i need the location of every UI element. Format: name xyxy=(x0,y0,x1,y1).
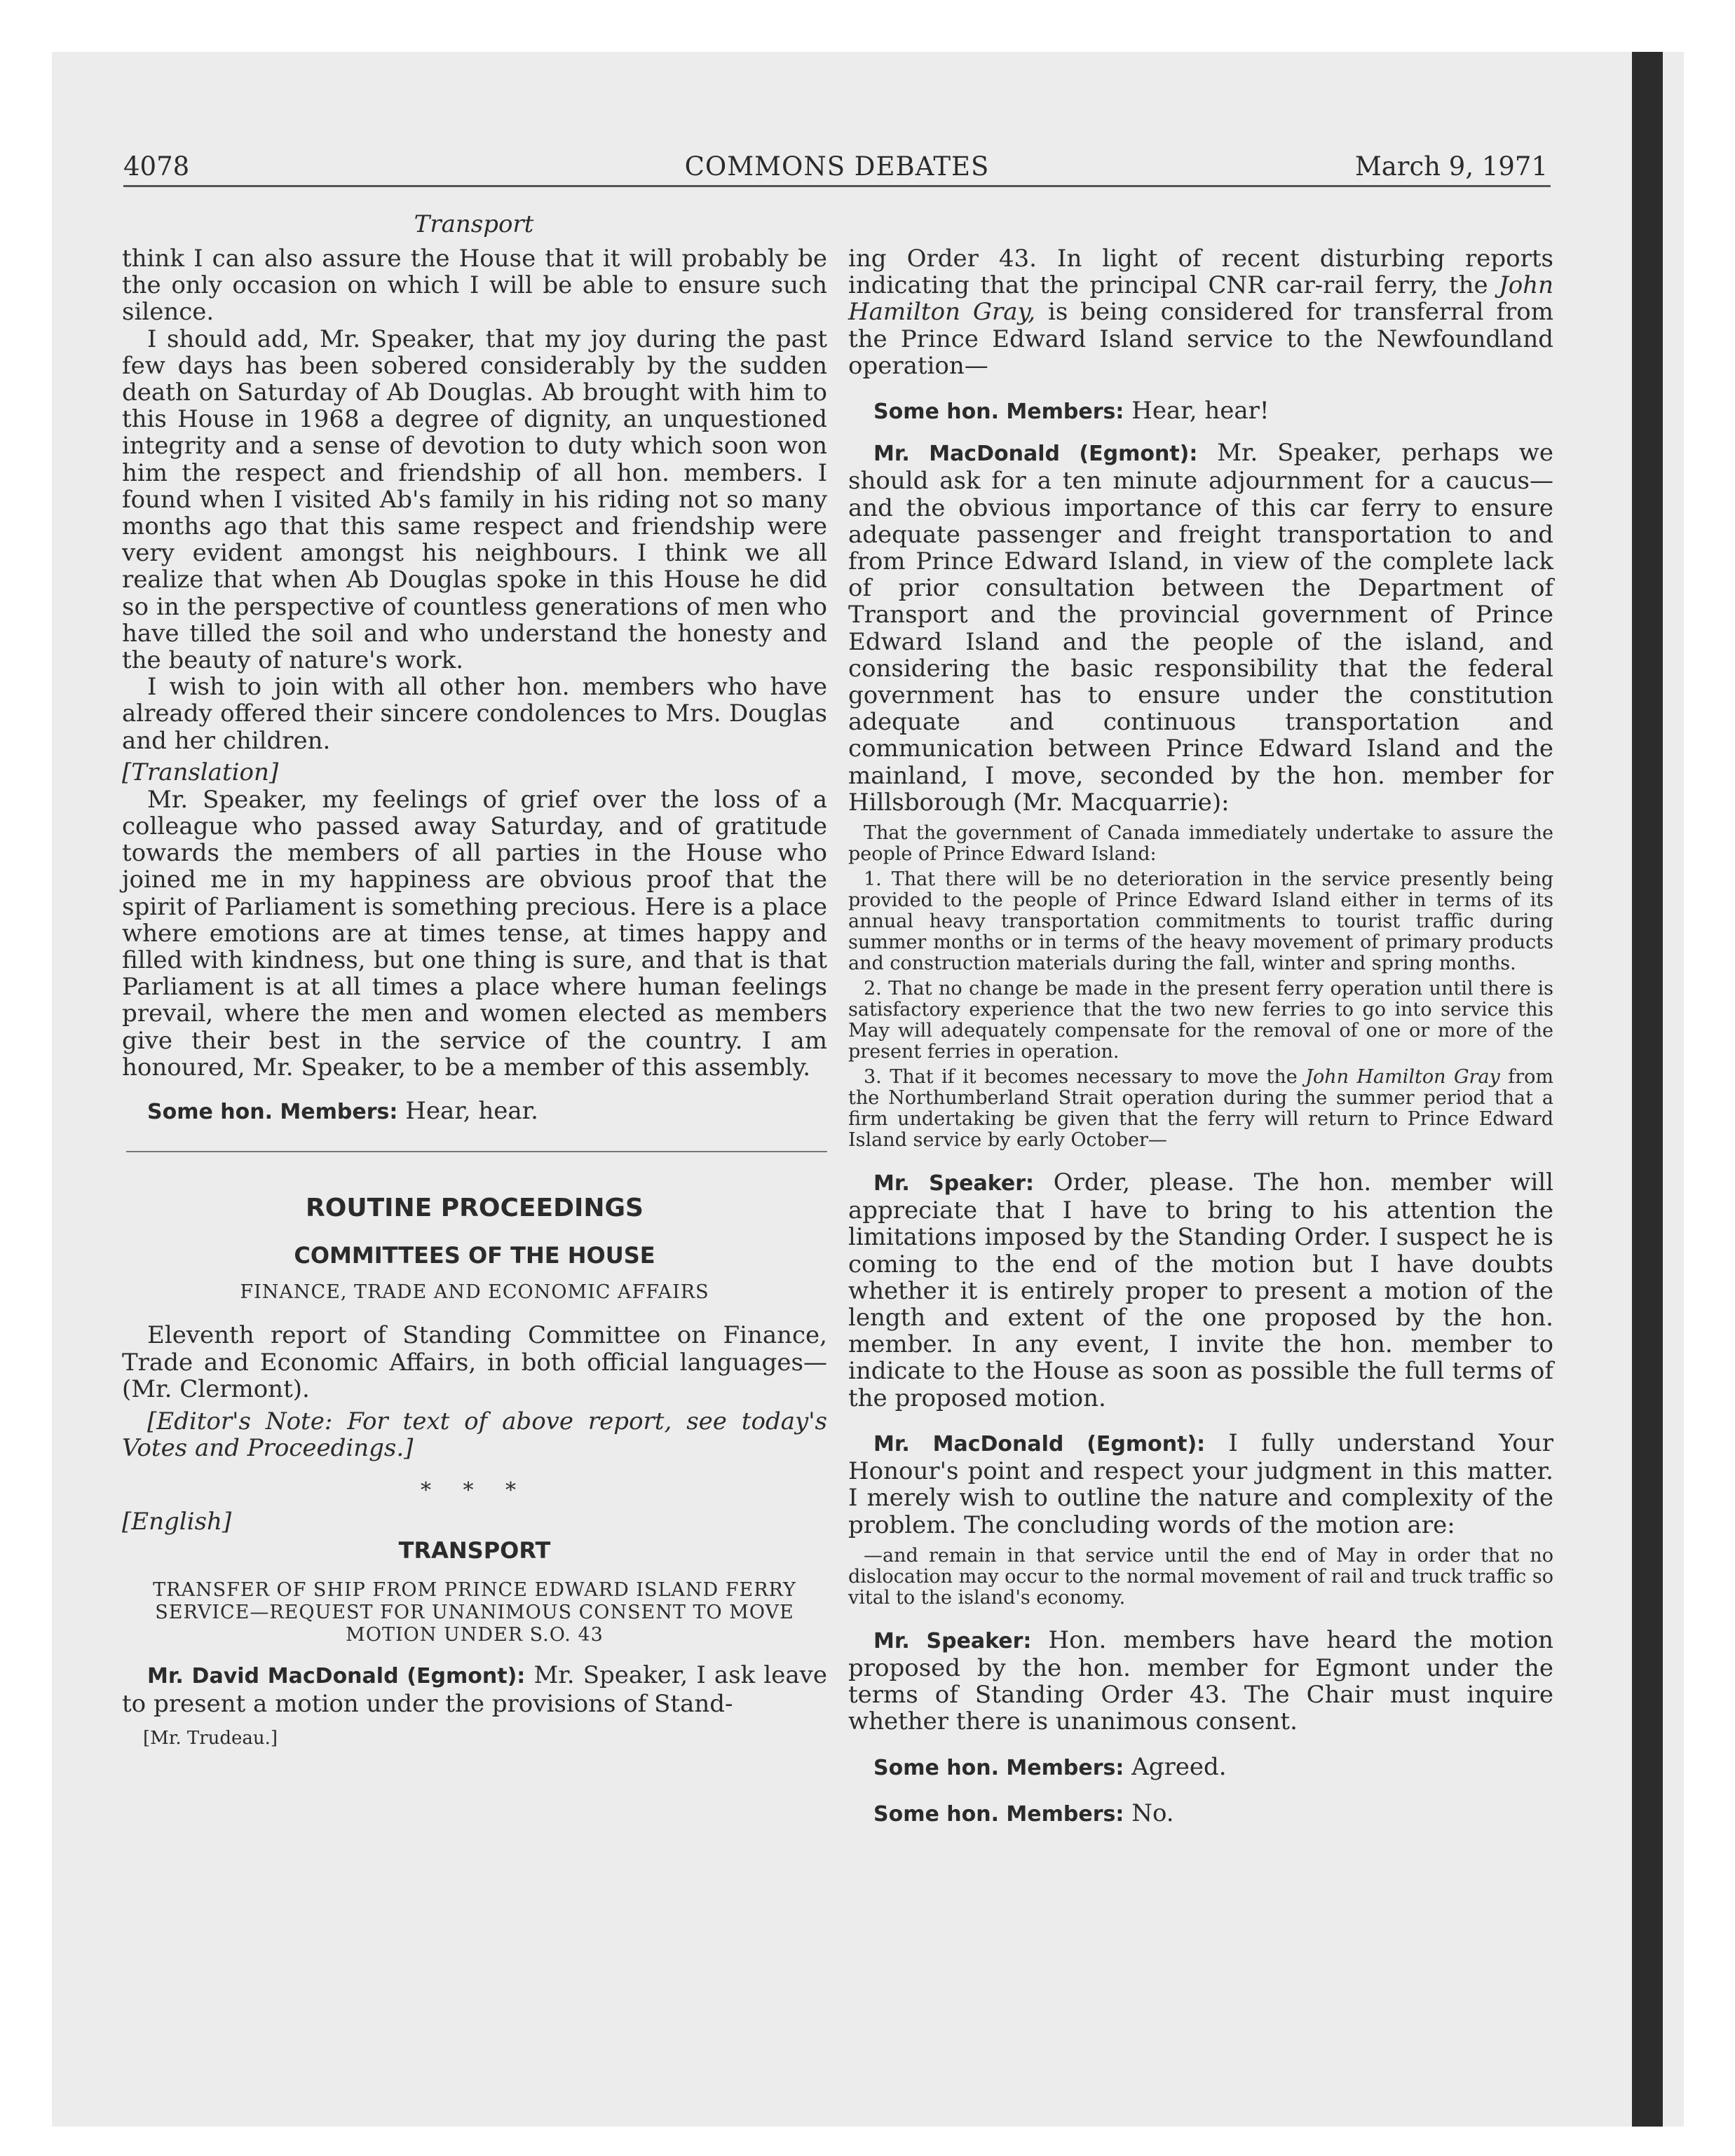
ship-name: John Hamilton Gray, xyxy=(848,271,1553,327)
speech-text: I fully understand Your Honour's point and respect your judgment in this matter. I merely wish to outline the nature and complexity of the problem. The concluding words of the motion are: xyxy=(848,1428,1553,1539)
speech-text: Hear, hear. xyxy=(405,1097,538,1126)
speaker-name: Some hon. Members: xyxy=(147,1100,398,1125)
motion-quote: That the government of Canada immediately undertake to assure the people of Prince Edward Island: xyxy=(848,822,1553,866)
section-heading: TRANSPORT xyxy=(398,1537,551,1564)
page-date: March 9, 1971 xyxy=(1354,151,1548,182)
left-column xyxy=(122,245,827,1749)
speaker-name: Mr. MacDonald (Egmont): xyxy=(873,442,1198,467)
committee-heading: FINANCE, TRADE AND ECONOMIC AFFAIRS xyxy=(240,1281,709,1304)
paragraph: I wish to join with all other hon. members who have already offered their sincere condolences to Mrs. Douglas and her children. xyxy=(122,673,827,755)
page-header xyxy=(123,149,1551,187)
speech-text: Mr. Speaker, I ask leave to present a motion under the provisions of Stand- xyxy=(122,1661,827,1718)
paragraph: Mr. Speaker, my feelings of grief over the loss of a colleague who passed away Saturday, and of gratitude towards the members of all parties in the House who joined me in my happiness are obvious proof that the spirit of Parliament is something precious. Here is a place where emotions are at times tense, at times happy and filled with kindness, but one thing is sure, and that is that Parliament is at all times a place where human feelings prevail, where the men and women elected as members give their best in the service of the country. I am honoured, Mr. Speaker, to be a member of this assembly. xyxy=(122,785,827,1082)
speech xyxy=(848,1169,1553,1412)
interjection xyxy=(848,1800,1553,1828)
publication-title: COMMONS DEBATES xyxy=(684,151,990,182)
speech-text: Agreed. xyxy=(1131,1752,1227,1781)
subsection-heading: COMMITTEES OF THE HOUSE xyxy=(294,1242,655,1269)
speaker-name: Some hon. Members: xyxy=(873,1801,1124,1827)
speaker-name: Some hon. Members: xyxy=(873,1755,1124,1780)
text-run: is being considered for transferral from the Prince Edward Island service to the Newfoundland operation— xyxy=(848,298,1553,380)
text-run: 3. That if it becomes necessary to move the xyxy=(864,1066,1306,1089)
speaker-name: Mr. David MacDonald (Egmont): xyxy=(147,1664,526,1689)
interjection xyxy=(122,1098,827,1126)
speech-text: Mr. Speaker, perhaps we should ask for a ten minute adjournment for a caucus—and the obvious importance of this car ferry to ensure adequate passenger and freight transportation to and from Prince Edward Island, in view of the complete lack of prior consultation between the Department of Transport and the provincial government of Prince Edward Island and the people of the island, and considering the basic responsibility that the federal government has to ensure under the constitution adequate and continuous transportation and communication between Prince Edward Island and the mainland, I move, seconded by the hon. member for Hillsborough (Mr. Macquarrie): xyxy=(848,439,1553,817)
section-heading: ROUTINE PROCEEDINGS xyxy=(306,1194,644,1223)
paragraph: I should add, Mr. Speaker, that my joy during the past few days has been sobered considerably by the sudden death on Saturday of Ab Douglas. Ab brought with him to this House in 1968 a degree of dignity, an unquestioned integrity and a sense of devotion to duty which soon won him the respect and friendship of all hon. members. I found when I visited Ab's family in his riding not so many months ago that this same respect and friendship were very evident amongst his neighbours. I think we all realize that when Ab Douglas spoke in this House he did so in the perspective of countless generations of men who have tilled the soil and who understand the honesty and the beauty of nature's work. xyxy=(122,325,827,675)
column-heading: Transport xyxy=(414,210,534,238)
paragraph: think I can also assure the House that it will probably be the only occasion on which I will be able to ensure such silence. xyxy=(122,245,827,327)
english-tag: [English] xyxy=(122,1508,232,1536)
paragraph xyxy=(848,245,1553,379)
speaker-name: Mr. Speaker: xyxy=(873,1171,1035,1196)
interjection xyxy=(848,397,1553,425)
text-run: from the Northumberland Strait operation during the summer period that a firm undertaking be given that the ferry will return to Prince Edward Island service by early October— xyxy=(848,1066,1554,1152)
motion-quote: 1. That there will be no deterioration in the service presently being provided to the people of Prince Edward Island either in terms of its annual heavy transportation commitments to tourist traffic during summer months or in terms of the heavy movement of primary products and construction materials during the fall, winter and spring months. xyxy=(848,868,1553,975)
speech-text: Order, please. The hon. member will appreciate that I have to bring to his attention the limitations imposed by the Standing Order. I suspect he is coming to the end of the motion but I have doubts whether it is entirely proper to present a motion of the length and extent of the one proposed by the hon. member. In any event, I invite the hon. member to indicate to the House as soon as possible the full terms of the proposed motion. xyxy=(848,1168,1553,1412)
right-column xyxy=(848,245,1553,1828)
page-number: 4078 xyxy=(123,151,190,182)
text-run: ing Order 43. In light of recent disturbing reports indicating that the principal CNR car-rail ferry, the xyxy=(848,245,1553,300)
speaker-name: Some hon. Members: xyxy=(873,400,1124,425)
speech xyxy=(848,439,1553,816)
speaker-name: Mr. MacDonald (Egmont): xyxy=(873,1431,1206,1456)
speech xyxy=(848,1627,1553,1735)
separator-stars: * * * xyxy=(420,1478,529,1503)
interjection xyxy=(848,1754,1553,1782)
motion-quote: 2. That no change be made in the present ferry operation until there is satisfactory experience that the two new ferries to go into service this May will adequately compensate for the removal of one or more of the present ferries in operation. xyxy=(848,978,1553,1063)
page-footer: [Mr. Trudeau.] xyxy=(143,1727,278,1749)
translation-tag: [Translation] xyxy=(122,758,279,786)
speaker-name: Mr. Speaker: xyxy=(873,1628,1032,1653)
motion-quote xyxy=(848,1067,1553,1151)
speech xyxy=(122,1662,827,1717)
speech-text: No. xyxy=(1131,1799,1174,1827)
editor-note: [Editor's Note: For text of above report, see today's Votes and Proceedings.] xyxy=(122,1407,827,1463)
debate-subheading: TRANSFER OF SHIP FROM PRINCE EDWARD ISLAND FERRY SERVICE—REQUEST FOR UNANIMOUS CONSENT TO MOVE MOTION UNDER S.O. 43 xyxy=(153,1579,796,1646)
section-divider xyxy=(126,1151,827,1152)
scan-edge-bar xyxy=(1632,52,1663,2127)
speech-text: Hon. members have heard the motion proposed by the hon. member for Egmont under the terms of Standing Order 43. The Chair must inquire whether there is unanimous consent. xyxy=(848,1625,1553,1736)
speech xyxy=(848,1430,1553,1538)
paragraph: Eleventh report of Standing Committee on Finance, Trade and Economic Affairs, in both official languages—(Mr. Clermont). xyxy=(122,1321,827,1403)
speech-text: Hear, hear! xyxy=(1131,397,1270,425)
ship-name: John Hamilton Gray xyxy=(1305,1066,1500,1089)
motion-quote: —and remain in that service until the end of May in order that no dislocation may occur to the normal movement of rail and truck traffic so vital to the island's economy. xyxy=(848,1544,1553,1609)
